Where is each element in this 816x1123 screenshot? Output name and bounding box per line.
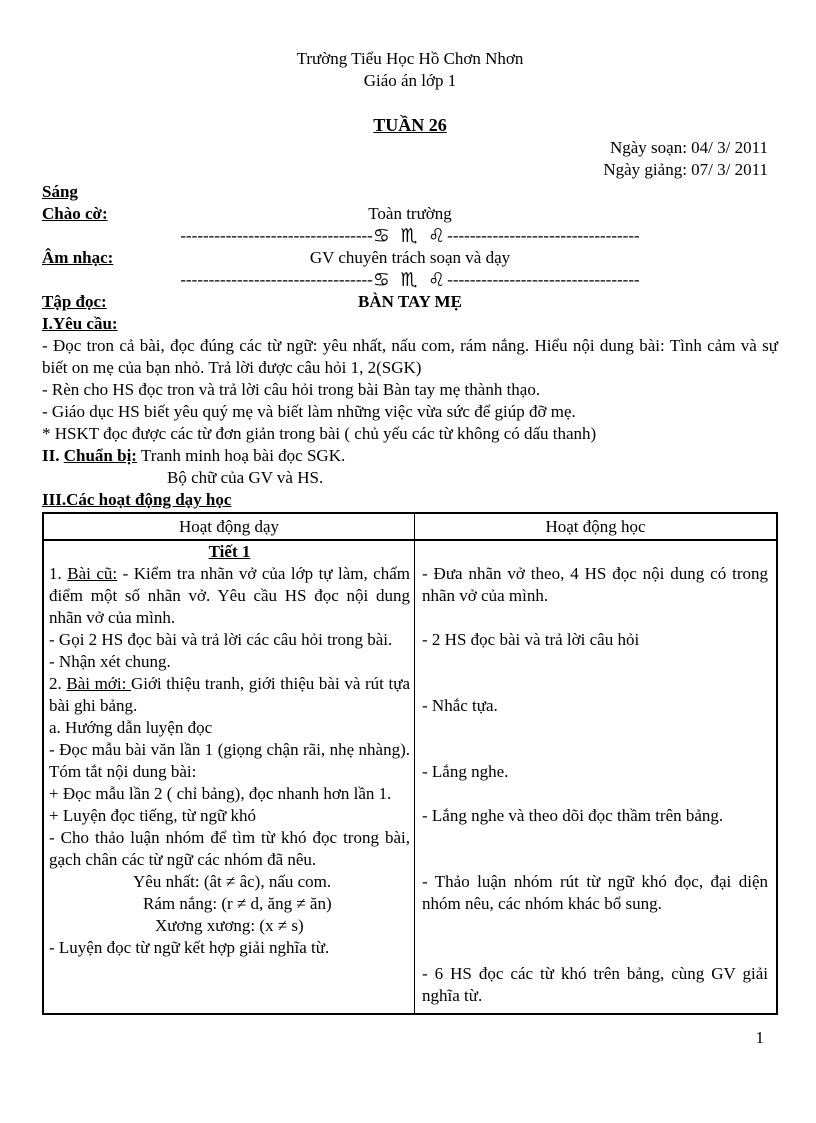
section-divider: ----------------------------------♋ ♏ ♌----------------------------------	[180, 269, 640, 291]
week-title: TUẦN 26	[373, 115, 447, 135]
teach-item-word-note: Rám nắng: (r ≠ d, ăng ≠ ăn)	[143, 894, 332, 913]
preparation-heading: Chuẩn bị:	[63, 446, 137, 465]
date-taught: Ngày giảng: 07/ 3/ 2011	[603, 160, 768, 179]
school-name: Trường Tiểu Học Hồ Chơn Nhơn	[296, 49, 524, 68]
music-value: GV chuyên trách soạn và dạy	[309, 248, 511, 267]
requirement-item: - Giáo dục HS biết yêu quý mẹ và biết làm những việc vừa sức để giúp đỡ mẹ.	[42, 402, 576, 421]
column-header-learn: Hoạt động học	[415, 514, 776, 541]
requirement-item: - Đọc tron cả bài, đọc đúng các từ ngữ: yêu nhất, nấu com, rám nắng. Hiểu nội dung bài: Tình cảm và sự biết on mẹ của bạn nhỏ. Trả lời được câu hỏi 1, 2(SGK)	[42, 336, 778, 377]
activities-table	[42, 512, 778, 1015]
activities-heading: III.Các hoạt động dạy học	[42, 490, 232, 509]
learn-item: - Lắng nghe.	[422, 762, 509, 781]
column-header-teach: Hoạt động dạy	[44, 514, 415, 541]
requirements-heading: I.Yêu cầu:	[42, 314, 118, 333]
teacher-activities-cell	[44, 541, 415, 1013]
reading-label: Tập đọc:	[42, 292, 107, 311]
session-label: Sáng	[42, 182, 78, 201]
teach-item: - Cho thảo luận nhóm để tìm từ khó đọc trong bài, gạch chân các từ ngữ các nhóm đã nêu.	[49, 828, 410, 869]
spacer	[42, 92, 778, 114]
period-title: Tiết 1	[208, 542, 251, 561]
learn-item: - 2 HS đọc bài và trả lời câu hỏi	[422, 630, 640, 649]
teach-item: - Luyện đọc từ ngữ kết hợp giải nghĩa từ.	[49, 938, 330, 957]
learn-item: - Nhắc tựa.	[422, 696, 498, 715]
learn-item: - Thảo luận nhóm rút từ ngữ khó đọc, đại diện nhóm nêu, các nhóm khác bổ sung.	[422, 872, 768, 913]
teach-item: - Đọc mẫu bài văn lần 1 (giọng chận rãi, nhẹ nhàng). Tóm tắt nội dung bài:	[49, 740, 410, 781]
lesson-title: BÀN TAY MẸ	[358, 292, 462, 311]
reading-line	[42, 291, 778, 313]
learn-item: - Đưa nhãn vở theo, 4 HS đọc nội dung có trong nhãn vở của mình.	[422, 564, 768, 605]
teach-item: a. Hướng dẫn luyện đọc	[49, 718, 213, 737]
music-line	[42, 247, 778, 269]
teach-item-old-lesson: 1. Bài cũ: - Kiểm tra nhãn vở của lớp tự làm, chấm điểm một số nhãn vở. Yêu cầu HS đọc nội dung nhãn vở của mình.	[49, 564, 410, 627]
teach-item: - Gọi 2 HS đọc bài và trả lời các câu hỏi trong bài.	[49, 630, 393, 649]
teach-item-word-note: Yêu nhất: (ât ≠ âc), nấu com.	[133, 872, 332, 891]
section-divider: ----------------------------------♋ ♏ ♌----------------------------------	[180, 225, 640, 247]
learn-item: - Lắng nghe và theo dõi đọc thầm trên bảng.	[422, 806, 724, 825]
teach-item: - Nhận xét chung.	[49, 652, 171, 671]
teach-item-word-note: Xương xương: (x ≠ s)	[155, 916, 304, 935]
preparation-line2: Bộ chữ của GV và HS.	[167, 468, 324, 487]
learn-item: - 6 HS đọc các từ khó trên bảng, cùng GV giải nghĩa từ.	[422, 964, 768, 1005]
page-number: 1	[755, 1028, 764, 1047]
flag-ceremony-label: Chào cờ:	[42, 204, 108, 223]
teach-item-new-lesson: 2. Bài mới: Giới thiệu tranh, giới thiệu bài và rút tựa bài ghi bảng.	[49, 674, 410, 715]
requirement-item: * HSKT đọc được các từ đơn giản trong bài ( chủ yếu các từ không có dấu thanh)	[42, 424, 597, 443]
requirement-item: - Rèn cho HS đọc tron và trả lời câu hỏi trong bài Bàn tay mẹ thành thạo.	[42, 380, 541, 399]
zodiac-ornament-icon: ♋ ♏ ♌	[372, 269, 448, 291]
flag-ceremony-value: Toàn trường	[368, 204, 452, 223]
student-activities-cell	[415, 541, 776, 1013]
music-label: Âm nhạc:	[42, 248, 114, 267]
teach-item: + Đọc mẫu lần 2 ( chỉ bảng), đọc nhanh hơn lần 1.	[49, 784, 392, 803]
document-subtitle: Giáo án lớp 1	[363, 71, 457, 90]
zodiac-ornament-icon: ♋ ♏ ♌	[372, 225, 448, 247]
preparation-line1: Tranh minh hoạ bài đọc SGK.	[136, 446, 346, 465]
date-prepared: Ngày soạn: 04/ 3/ 2011	[609, 138, 768, 157]
flag-ceremony-line	[42, 203, 778, 225]
preparation-heading-line: II. Chuẩn bị: Tranh minh hoạ bài đọc SGK.	[42, 446, 346, 465]
teach-item: + Luyện đọc tiếng, từ ngữ khó	[49, 806, 256, 825]
